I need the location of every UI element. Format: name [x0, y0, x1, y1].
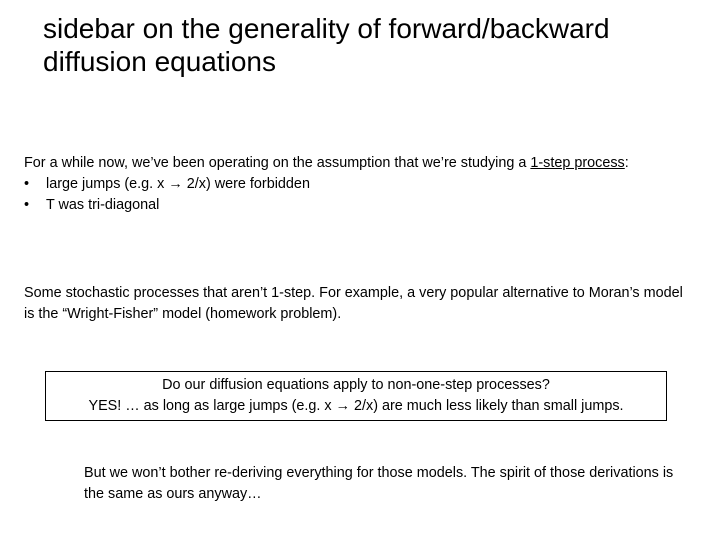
bullet-item	[24, 195, 694, 216]
closing-paragraph: But we won’t bother re-deriving everything for those models. The spirit of those derivations is the same as ours anyway…	[84, 465, 674, 502]
bullet-text: T was tri-diagonal	[46, 197, 160, 213]
box-answer: YES! … as long as large jumps (e.g. x → 2/x) are much less likely than small jumps.	[88, 398, 624, 414]
bullet-item	[24, 174, 694, 195]
box-question: Do our diffusion equations apply to non-one-step processes?	[162, 377, 550, 393]
intro-text: For a while now, we’ve been operating on the assumption that we’re studying a	[24, 155, 531, 171]
intro-paragraph	[24, 153, 694, 216]
bullet-list	[24, 174, 694, 216]
slide-title: sidebar on the generality of forward/backward diffusion equations	[43, 13, 610, 78]
intro-line	[24, 153, 694, 174]
bullet-marker: •	[24, 197, 30, 213]
intro-colon: :	[624, 155, 629, 171]
bullet-text: large jumps (e.g. x → 2/x) were forbidden	[46, 176, 310, 192]
one-step-process-term: 1-step process	[530, 155, 625, 171]
bullet-marker: •	[24, 176, 30, 192]
highlight-box	[45, 371, 667, 421]
stochastic-processes-paragraph: Some stochastic processes that aren’t 1-step. For example, a very popular alternative to Moran’s model is the “Wright-Fisher” model (homework problem).	[24, 285, 683, 322]
